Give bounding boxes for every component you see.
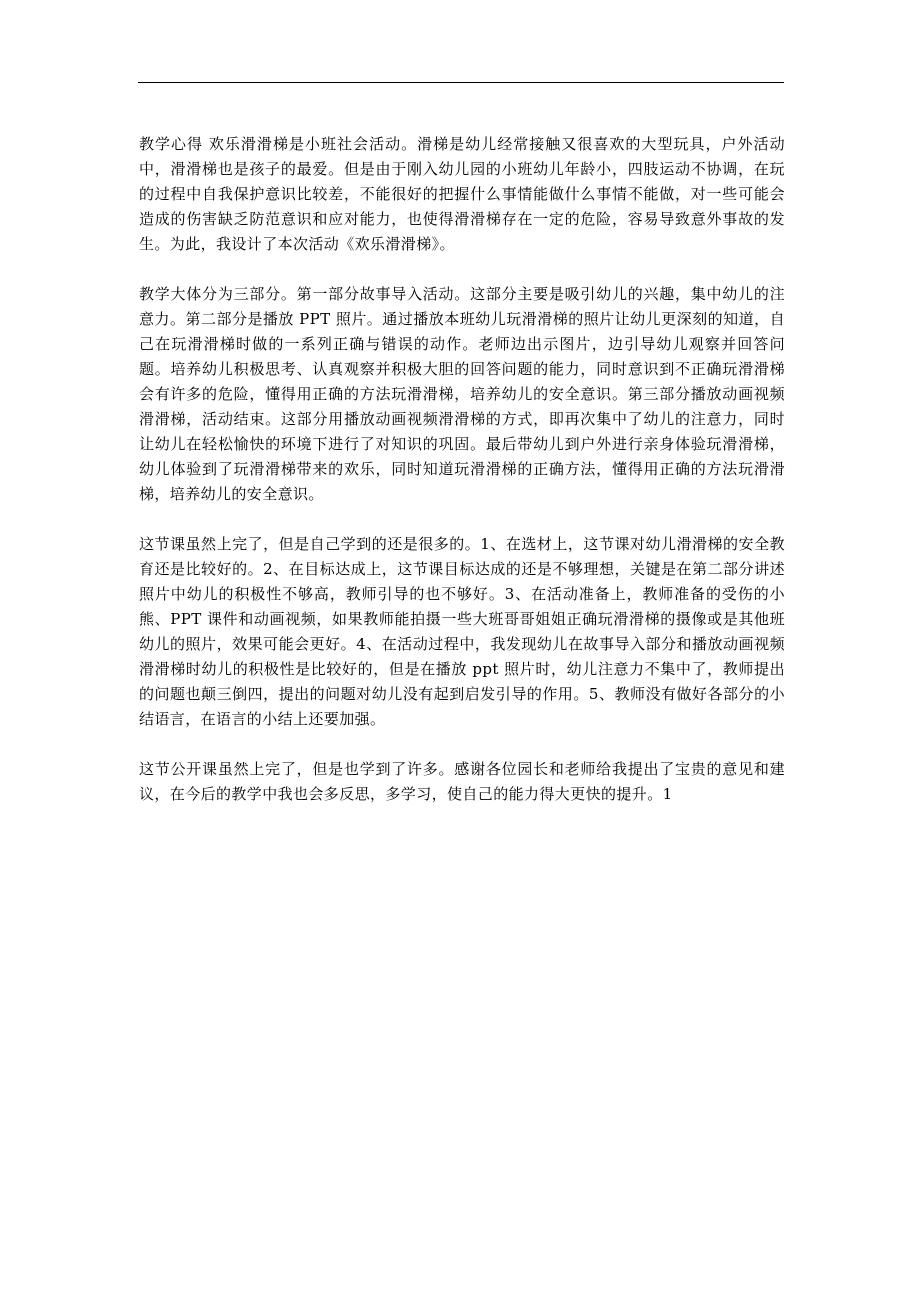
paragraph-conclusion: 这节公开课虽然上完了，但是也学到了许多。感谢各位园长和老师给我提出了宝贵的意见和建议，在今后的教学中我也会多反思，多学习，使自己的能力得大更快的提升。1 — [139, 760, 785, 803]
paragraph-structure: 教学大体分为三部分。第一部分故事导入活动。这部分主要是吸引幼儿的兴趣，集中幼儿的注意力。第二部分是播放 PPT 照片。通过播放本班幼儿玩滑滑梯的照片让幼儿更深刻的知道，自己在玩滑滑梯时做的一系列正确与错误的动作。老师边出示图片，边引导幼儿观察并回答问题。培养幼儿积极思考、认真观察并积极大胆的回答问题的能力，同时意识到不正确玩滑滑梯会有许多的危险，懂得用正确的方法玩滑滑梯，培养幼儿的安全意识。第三部分播放动画视频滑滑梯，活动结束。这部分用播放动画视频滑滑梯的方式，即再次集中了幼儿的注意力，同时让幼儿在轻松愉快的环境下进行了对知识的巩固。最后带幼儿到户外进行亲身体验玩滑滑梯，幼儿体验到了玩滑滑梯带来的欢乐，同时知道玩滑滑梯的正确方法，懂得用正确的方法玩滑滑梯，培养幼儿的安全意识。 — [139, 285, 785, 503]
paragraph-reflection: 这节课虽然上完了，但是自己学到的还是很多的。1、在选材上，这节课对幼儿滑滑梯的安全教育还是比较好的。2、在目标达成上，这节课目标达成的还是不够理想，关键是在第二部分讲述照片中幼儿的积极性不够高，教师引导的也不够好。3、在活动准备上，教师准备的受伤的小熊、PPT 课件和动画视频，如果教师能拍摄一些大班哥哥姐姐正确玩滑滑梯的摄像或是其他班幼儿的照片，效果可能会更好。4、在活动过程中，我发现幼儿在故事导入部分和播放动画视频滑滑梯时幼儿的积极性是比较好的，但是在播放 ppt 照片时，幼儿注意力不集中了，教师提出的问题也颠三倒四，提出的问题对幼儿没有起到启发引导的作用。5、教师没有做好各部分的小结语言，在语言的小结上还要加强。 — [139, 535, 785, 728]
document-body — [139, 132, 785, 832]
header-rule — [138, 82, 784, 83]
paragraph-intro: 教学心得 欢乐滑滑梯是小班社会活动。滑梯是幼儿经常接触又很喜欢的大型玩具，户外活动中，滑滑梯也是孩子的最爱。但是由于刚入幼儿园的小班幼儿年龄小，四肢运动不协调，在玩的过程中自我保护意识比较差，不能很好的把握什么事情能做什么事情不能做，对一些可能会造成的伤害缺乏防范意识和应对能力，也使得滑滑梯存在一定的危险，容易导致意外事故的发生。为此，我设计了本次活动《欢乐滑滑梯》。 — [139, 135, 785, 253]
